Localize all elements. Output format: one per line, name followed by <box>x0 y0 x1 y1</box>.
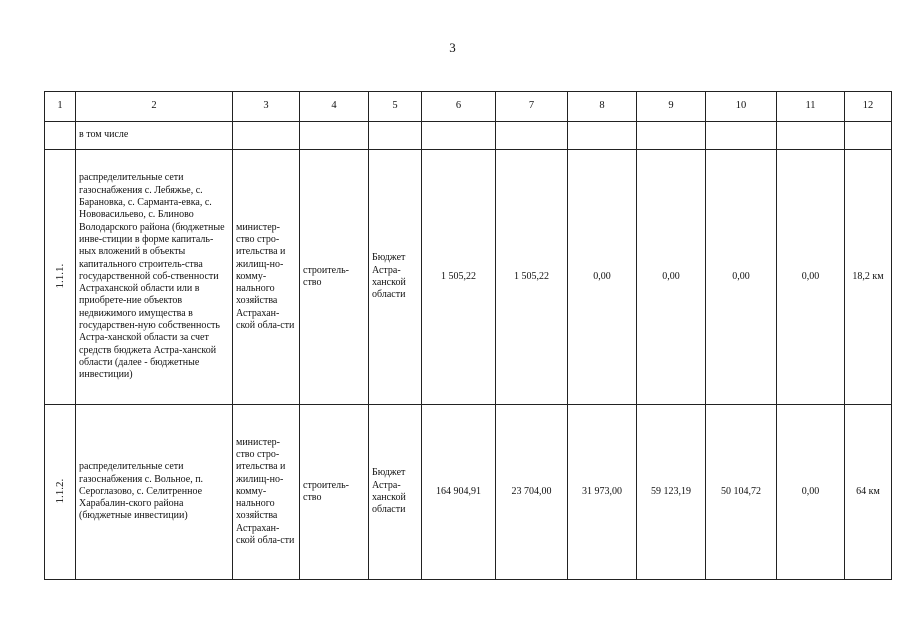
executor: министер-ство стро-ительства и жилищ-но-комму-нального хозяйства Астрахан-ской обла-сти <box>233 150 300 405</box>
value-cell: 164 904,91 <box>422 405 496 580</box>
value-cell: 23 704,00 <box>496 405 568 580</box>
row-number-cell <box>45 150 76 405</box>
empty-cell <box>422 122 496 150</box>
empty-cell <box>300 122 369 150</box>
header-cell: 4 <box>300 92 369 122</box>
row-number: 1.1.2. <box>54 479 67 504</box>
length-cell: 18,2 км <box>845 150 892 405</box>
data-table <box>44 91 892 580</box>
work-type: строитель-ство <box>300 405 369 580</box>
empty-cell <box>233 122 300 150</box>
value-cell: 0,00 <box>777 405 845 580</box>
value-cell: 59 123,19 <box>637 405 706 580</box>
header-cell: 1 <box>45 92 76 122</box>
empty-cell <box>706 122 777 150</box>
executor: министер-ство стро-ительства и жилищ-но-комму-нального хозяйства Астрахан-ской обла-сти <box>233 405 300 580</box>
table-row <box>45 405 892 580</box>
value-cell: 1 505,22 <box>422 150 496 405</box>
header-cell: 6 <box>422 92 496 122</box>
header-cell: 12 <box>845 92 892 122</box>
subheader-label: в том числе <box>76 122 233 150</box>
work-type: строитель-ство <box>300 150 369 405</box>
object-name: распределительные сети газоснабжения с. Лебяжье, с. Барановка, с. Сарманта-евка, с. Нововасильево, с. Блиново Володарского района (бюджетные инве-стиции в форме капиталь-ных вложений в объекты капитального строитель-ства государственной соб-ственности Астраханской области или в приобрете-ние объектов недвижимого имущества в государствен-ную собственность Астра-ханской области за счет средств бюджета Астра-ханской области (далее - бюджетные инвестиции) <box>76 150 233 405</box>
header-cell: 2 <box>76 92 233 122</box>
value-cell: 50 104,72 <box>706 405 777 580</box>
value-cell: 0,00 <box>637 150 706 405</box>
value-cell: 1 505,22 <box>496 150 568 405</box>
subheader-row <box>45 122 892 150</box>
header-cell: 3 <box>233 92 300 122</box>
empty-cell <box>45 122 76 150</box>
header-cell: 9 <box>637 92 706 122</box>
object-name: распределительные сети газоснабжения с. Вольное, п. Сероглазово, с. Селитренное Харабалин-ского района (бюджетные инвестиции) <box>76 405 233 580</box>
row-number-cell <box>45 405 76 580</box>
header-row <box>45 92 892 122</box>
value-cell: 31 973,00 <box>568 405 637 580</box>
funding-source: Бюджет Астра-ханской области <box>369 150 422 405</box>
table-row <box>45 150 892 405</box>
funding-source: Бюджет Астра-ханской области <box>369 405 422 580</box>
value-cell: 0,00 <box>568 150 637 405</box>
header-cell: 10 <box>706 92 777 122</box>
value-cell: 0,00 <box>777 150 845 405</box>
row-number: 1.1.1. <box>54 264 67 289</box>
header-cell: 11 <box>777 92 845 122</box>
length-cell: 64 км <box>845 405 892 580</box>
empty-cell <box>369 122 422 150</box>
empty-cell <box>777 122 845 150</box>
empty-cell <box>845 122 892 150</box>
empty-cell <box>496 122 568 150</box>
header-cell: 8 <box>568 92 637 122</box>
header-cell: 7 <box>496 92 568 122</box>
header-cell: 5 <box>369 92 422 122</box>
empty-cell <box>568 122 637 150</box>
page-number: 3 <box>449 40 456 55</box>
value-cell: 0,00 <box>706 150 777 405</box>
empty-cell <box>637 122 706 150</box>
